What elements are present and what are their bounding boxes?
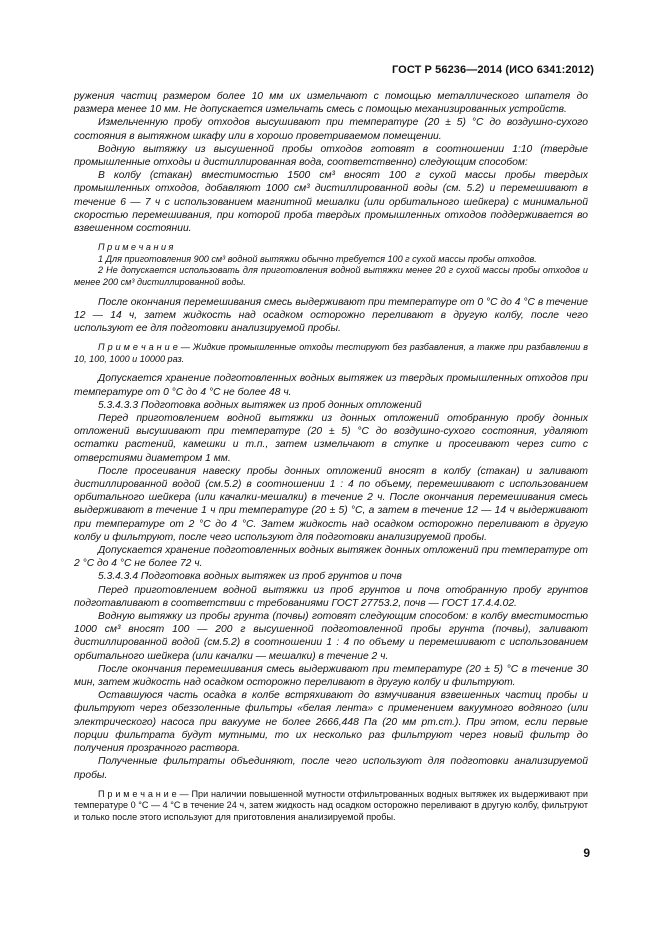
note-label-text: П р и м е ч а н и е	[98, 788, 177, 799]
paragraph: Допускается хранение подготовленных водных вытяжек из твердых промышленных отходов при температуре от 0 °С до 4 °С не более 48 ч.	[74, 373, 588, 398]
section-heading: 5.3.4.3.3 Подготовка водных вытяжек из проб донных отложений	[98, 399, 422, 411]
note-item: 2 Не допускается использовать для приготовления водной вытяжки менее 20 г сухой массы пробы отходов и менее 200 см³ дистиллированной воды.	[74, 265, 588, 288]
paragraph: После окончания перемешивания смесь выдерживают при температуре (20 ± 5) °С в течение 30 мин, затем жидкость над осадком осторожно переливают в другую колбу и фильтруют.	[74, 663, 588, 689]
document-header: ГОСТ Р 56236—2014 (ИСО 6341:2012)	[391, 64, 594, 76]
paragraph: В колбу (стакан) вместимостью 1500 см³ вносят 100 г сухой массы пробы твердых промышленных отходов, добавляют 1000 см³ дистиллированной воды (см. 5.2) и перемешивают в течение 6 — 7 ч с использованием магнитной мешалки (или орбитального шейкера) с минимальной скоростью перемешивания, при которой проба твердых промышленных отходов поддерживается во взвешенном состоянии.	[74, 170, 588, 235]
note	[74, 342, 588, 365]
paragraph: Перед приготовлением водной вытяжки из донных отложений отобранную пробу донных отложений высушивают при температуре (20 ± 5) °С до воздушно-сухого состояния, удаляют остатки растений, камешки и т.п., затем измельчают в ступке и просеивают через сито с отверстиями диаметром 1 мм.	[74, 413, 588, 464]
paragraph: Водную вытяжку из пробы грунта (почвы) готовят следующим способом: в колбу вместимостью 1000 см³ вносят 100 — 200 г высушенной подготовленной пробы грунта (почвы), заливают дистиллированной водой (см.5.2) в соотношении 1 : 4 по объему и перемешивают с использованием орбитального шейкера (или качалки — мешалки) в течение 2 ч.	[74, 611, 588, 662]
paragraph: Измельченную пробу отходов высушивают при температуре (20 ± 5) °С до воздушно-сухого состояния в вытяжном шкафу или в хорошо проветриваемом помещении.	[74, 117, 588, 142]
paragraph: После просеивания навеску пробы донных отложений вносят в колбу (стакан) и заливают дистиллированной водой (см.5.2) в соотношении 1 : 4 по объему, перемешивают с использованием орбитального шейкера (или качалки-мешалки) в течение 2 ч. После окончания перемешивания смесь выдерживают в течение 1 ч при температуре (20 ± 5) °С, а затем в течение 12 — 14 ч выдерживают при температуре от 2 °С до 4 °С. Затем жидкость над осадком осторожно переливают в другую колбу и фильтруют, после чего используют для подготовки анализируемой пробы.	[74, 465, 588, 543]
document-body	[74, 90, 588, 823]
paragraph: После окончания перемешивания смесь выдерживают при температуре от 0 °С до 4 °С в течение 12 — 14 ч, затем жидкость над осадком осторожно переливают в другую колбу, после чего используют ее для подготовки анализируемой пробы.	[74, 296, 588, 335]
page-number: 9	[583, 846, 590, 860]
note-label-text: П р и м е ч а н и я	[98, 242, 174, 253]
note-label	[74, 242, 588, 254]
paragraph: Полученные фильтраты объединяют, после чего используют для подготовки анализируемой пробы.	[74, 756, 588, 781]
paragraph: ружения частиц размером более 10 мм их измельчают с помощью металлического шпателя до размера менее 10 мм. Не допускается измельчать смесь с помощью механизированных устройств.	[74, 91, 588, 116]
note	[74, 789, 588, 824]
paragraph: Оставшуюся часть осадка в колбе встряхивают до взмучивания взвешенных частиц пробы и фильтруют через обеззоленные фильтры «белая лента» с применением вакуумного водяного (или электрического) насоса при вакууме не более 2666,448 Па (20 мм рт.ст.). При этом, если первые порции фильтрата будут мутными, то их несколько раз фильтруют через новый фильтр до получения прозрачного раствора.	[74, 690, 588, 755]
paragraph: Водную вытяжку из высушенной пробы отходов готовят в соотношении 1:10 (твердые промышленные отходы и дистиллированная вода, соответственно) следующим способом:	[74, 143, 588, 169]
note-text: — При наличии повышенной мутности отфильтрованных водных вытяжек их выдерживают при температуре 0 °С — 4 °С в течение 24 ч, затем жидкость над осадком осторожно переливают в другую колбу, фильтруют и только после этого используют для приготовления анализируемой пробы.	[74, 788, 588, 822]
section-heading: 5.3.4.3.4 Подготовка водных вытяжек из проб грунтов и почв	[98, 571, 402, 583]
note-item: 1 Для приготовления 900 см³ водной вытяжки обычно требуется 100 г сухой массы пробы отходов.	[98, 253, 537, 264]
note-label-text: П р и м е ч а н и е	[98, 342, 178, 353]
note-text: — Жидкие промышленные отходы тестируют без разбавления, а также при разбавлении в 10, 100, 1000 и 10000 раз.	[74, 342, 588, 364]
paragraph: Перед приготовлением водной вытяжки из проб грунтов и почв отобранную пробу грунтов подготавливают в соответствии с требованиями ГОСТ 27753.2, почв — ГОСТ 17.4.4.02.	[74, 584, 588, 609]
paragraph: Допускается хранение подготовленных водных вытяжек донных отложений при температуре от 2 °С до 4 °С не более 72 ч.	[74, 545, 588, 570]
